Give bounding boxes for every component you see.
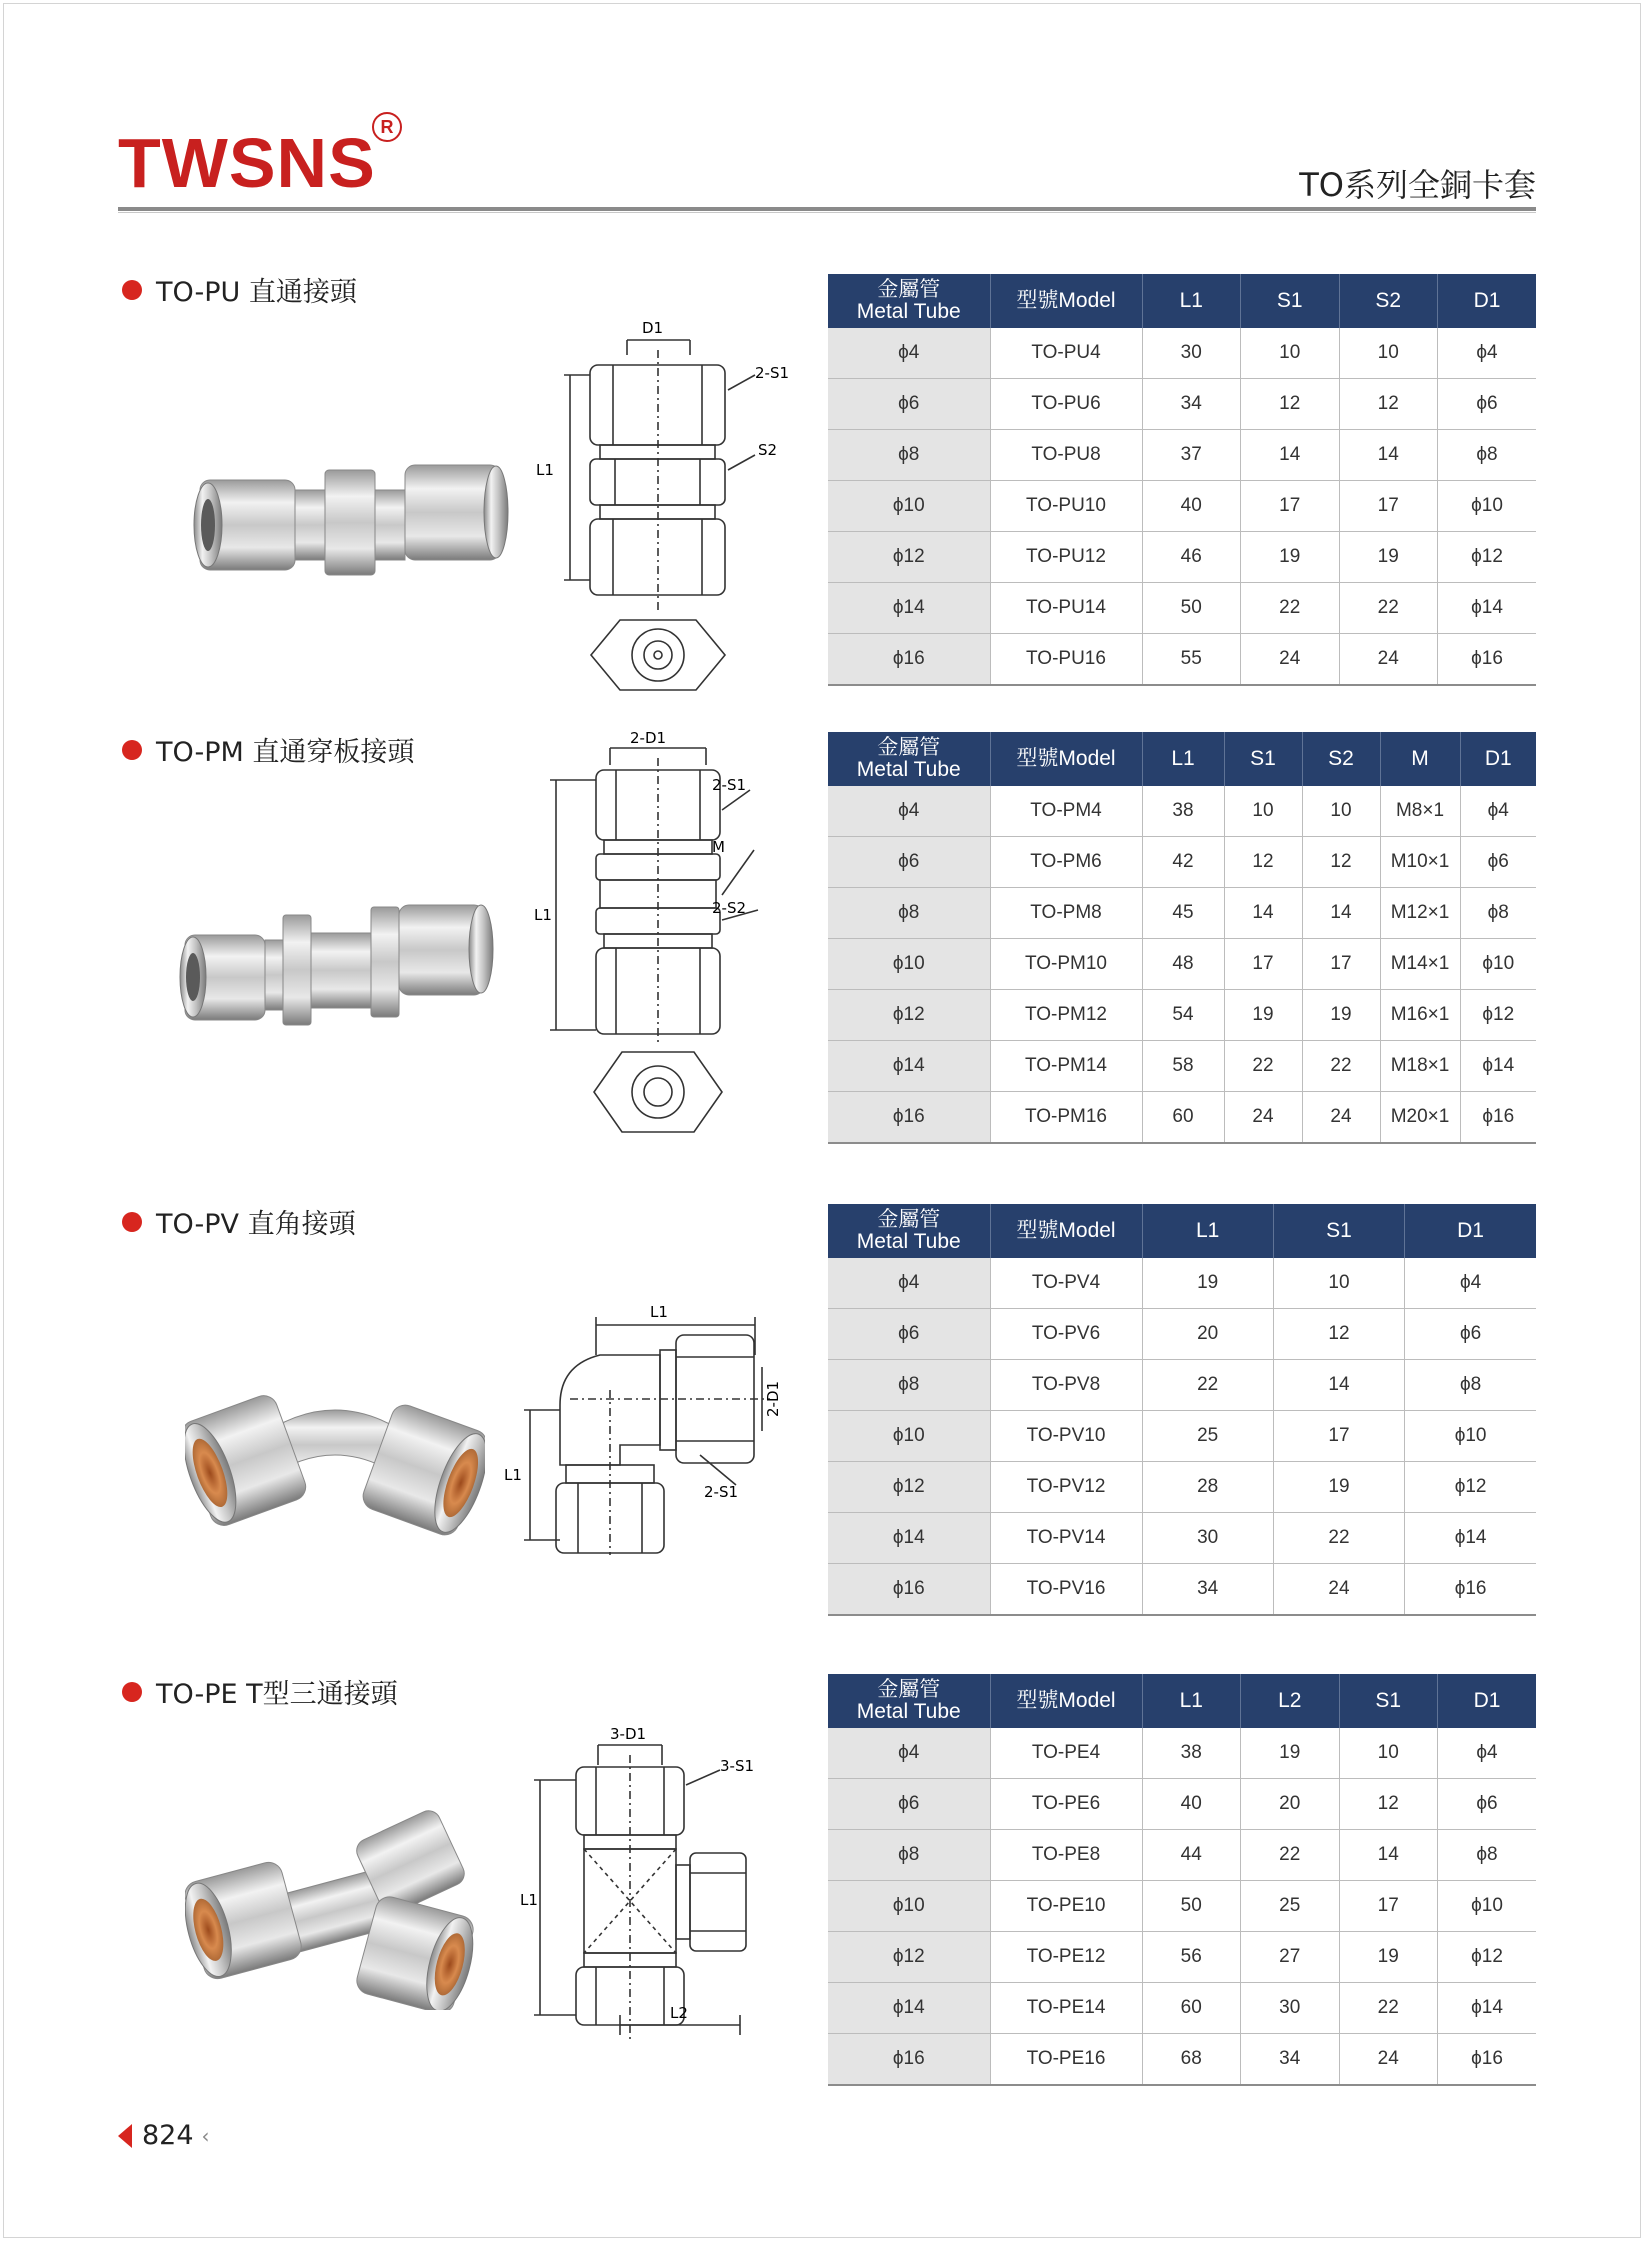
drawing-label: D1: [642, 319, 664, 337]
table-cell: TO-PV8: [990, 1360, 1142, 1411]
table-cell: 22: [1273, 1513, 1404, 1564]
table-row: [828, 786, 1536, 837]
table-cell: 19: [1273, 1462, 1404, 1513]
table-cell: 27: [1241, 1932, 1340, 1983]
table-cell: ϕ14: [828, 1983, 990, 2034]
header-col: D1: [1438, 1674, 1537, 1728]
table-cell: 19: [1339, 1932, 1438, 1983]
table-cell: ϕ10: [828, 481, 990, 532]
table-cell: M10×1: [1380, 837, 1460, 888]
header-col: L1: [1142, 1204, 1273, 1258]
page-number-text: 824: [142, 2120, 194, 2151]
table-cell: 40: [1142, 481, 1241, 532]
table-cell: ϕ8: [1460, 888, 1536, 939]
table-cell: ϕ12: [1438, 532, 1537, 583]
table-cell: ϕ4: [828, 328, 990, 379]
header-divider: [118, 207, 1536, 211]
table-cell: 19: [1302, 990, 1380, 1041]
drawing-label: 2-S1: [704, 1483, 739, 1501]
table-cell: ϕ10: [1460, 939, 1536, 990]
header-col: S1: [1273, 1204, 1404, 1258]
table-cell: TO-PE16: [990, 2034, 1142, 2086]
table-row: [828, 430, 1536, 481]
table-cell: ϕ16: [1438, 634, 1537, 686]
table-cell: TO-PM12: [990, 990, 1142, 1041]
table-cell: ϕ4: [1438, 328, 1537, 379]
table-cell: ϕ16: [1405, 1564, 1536, 1616]
section-title-to-pm: [122, 730, 414, 769]
table-cell: 17: [1339, 481, 1438, 532]
table-cell: ϕ12: [828, 990, 990, 1041]
drawing-label: 2-S2: [712, 899, 747, 917]
table-cell: 22: [1302, 1041, 1380, 1092]
red-dot-icon: [122, 1212, 142, 1232]
table-row: [828, 1983, 1536, 2034]
table-cell: TO-PM6: [990, 837, 1142, 888]
drawing-label: 2-S1: [712, 776, 747, 794]
table-cell: 30: [1241, 1983, 1340, 2034]
table-cell: 17: [1241, 481, 1340, 532]
section-title-text: TO-PE T型三通接頭: [156, 1679, 398, 1710]
table-cell: 10: [1302, 786, 1380, 837]
header-col: L1: [1142, 1674, 1241, 1728]
table-cell: 28: [1142, 1462, 1273, 1513]
table-cell: ϕ16: [828, 1092, 990, 1144]
table-cell: 22: [1142, 1360, 1273, 1411]
table-cell: 30: [1142, 328, 1241, 379]
table-cell: 68: [1142, 2034, 1241, 2086]
table-row: [828, 532, 1536, 583]
table-row: [828, 1360, 1536, 1411]
table-cell: ϕ8: [828, 1830, 990, 1881]
table-cell: ϕ14: [1460, 1041, 1536, 1092]
brand-logo: TWSNS: [118, 124, 376, 202]
table-cell: 24: [1273, 1564, 1404, 1616]
table-cell: ϕ14: [1438, 583, 1537, 634]
section-title-to-pe: [122, 1672, 398, 1711]
drawing-label: 2-D1: [764, 1380, 782, 1417]
table-cell: 19: [1224, 990, 1302, 1041]
registered-mark-icon: R: [372, 112, 402, 142]
table-cell: 42: [1142, 837, 1224, 888]
table-cell: 17: [1224, 939, 1302, 990]
table-cell: 12: [1273, 1309, 1404, 1360]
section-title-to-pv: [122, 1202, 356, 1241]
table-cell: 25: [1142, 1411, 1273, 1462]
table-cell: 24: [1302, 1092, 1380, 1144]
table-cell: 25: [1241, 1881, 1340, 1932]
table-cell: ϕ10: [1405, 1411, 1536, 1462]
table-cell: TO-PU6: [990, 379, 1142, 430]
table-cell: 46: [1142, 532, 1241, 583]
technical-drawing-to-pe: [520, 1725, 790, 2055]
section-title-text: TO-PU 直通接頭: [156, 277, 357, 308]
table-cell: 14: [1339, 430, 1438, 481]
table-cell: 22: [1224, 1041, 1302, 1092]
table-cell: TO-PU14: [990, 583, 1142, 634]
table-cell: 22: [1241, 1830, 1340, 1881]
table-row: [828, 379, 1536, 430]
table-cell: ϕ12: [828, 532, 990, 583]
header-col: S2: [1302, 732, 1380, 786]
table-cell: 10: [1339, 1728, 1438, 1779]
table-cell: 12: [1339, 1779, 1438, 1830]
table-cell: 30: [1142, 1513, 1273, 1564]
table-row: [828, 583, 1536, 634]
table-cell: ϕ14: [828, 583, 990, 634]
table-cell: ϕ12: [1405, 1462, 1536, 1513]
technical-drawing-to-pu: [530, 310, 800, 710]
table-row: [828, 1881, 1536, 1932]
spec-table-to-pu: [828, 274, 1536, 686]
table-cell: 10: [1241, 328, 1340, 379]
drawing-label: L2: [670, 2004, 688, 2022]
table-cell: TO-PM4: [990, 786, 1142, 837]
table-cell: ϕ4: [828, 1728, 990, 1779]
table-cell: ϕ8: [1438, 430, 1537, 481]
table-cell: ϕ6: [828, 1779, 990, 1830]
page-number: [118, 2120, 210, 2151]
table-row: [828, 634, 1536, 686]
red-dot-icon: [122, 1682, 142, 1702]
table-cell: 44: [1142, 1830, 1241, 1881]
table-cell: 14: [1241, 430, 1340, 481]
table-cell: ϕ12: [828, 1932, 990, 1983]
table-cell: ϕ12: [1438, 1932, 1537, 1983]
section-title-text: TO-PV 直角接頭: [156, 1209, 356, 1240]
header-metal-tube: 金屬管 Metal Tube: [828, 732, 990, 786]
table-cell: TO-PV6: [990, 1309, 1142, 1360]
table-cell: ϕ6: [1438, 379, 1537, 430]
table-cell: TO-PV16: [990, 1564, 1142, 1616]
table-cell: TO-PM16: [990, 1092, 1142, 1144]
table-cell: 17: [1302, 939, 1380, 990]
table-row: [828, 939, 1536, 990]
table-cell: ϕ16: [828, 634, 990, 686]
table-cell: TO-PV4: [990, 1258, 1142, 1309]
table-cell: TO-PM14: [990, 1041, 1142, 1092]
table-cell: 14: [1273, 1360, 1404, 1411]
table-cell: 22: [1339, 583, 1438, 634]
section-title-to-pu: [122, 270, 357, 309]
table-cell: 50: [1142, 1881, 1241, 1932]
table-cell: ϕ8: [828, 1360, 990, 1411]
table-cell: 38: [1142, 786, 1224, 837]
table-cell: 50: [1142, 583, 1241, 634]
table-cell: 19: [1241, 1728, 1340, 1779]
header-model: 型號Model: [990, 1204, 1142, 1258]
table-row: [828, 1092, 1536, 1144]
table-cell: 10: [1224, 786, 1302, 837]
table-cell: TO-PV10: [990, 1411, 1142, 1462]
page-title: TO系列全銅卡套: [1299, 166, 1536, 204]
table-cell: ϕ14: [828, 1513, 990, 1564]
table-row: [828, 1309, 1536, 1360]
table-cell: TO-PE8: [990, 1830, 1142, 1881]
table-cell: 45: [1142, 888, 1224, 939]
table-row: [828, 888, 1536, 939]
table-cell: ϕ12: [1460, 990, 1536, 1041]
spec-table-to-pv: [828, 1204, 1536, 1616]
table-cell: 37: [1142, 430, 1241, 481]
table-cell: ϕ4: [1405, 1258, 1536, 1309]
table-cell: M14×1: [1380, 939, 1460, 990]
table-cell: ϕ6: [1405, 1309, 1536, 1360]
table-cell: ϕ14: [1405, 1513, 1536, 1564]
drawing-label: 3-S1: [720, 1757, 755, 1775]
table-cell: ϕ14: [828, 1041, 990, 1092]
table-cell: M8×1: [1380, 786, 1460, 837]
table-cell: ϕ16: [828, 1564, 990, 1616]
header-col: M: [1380, 732, 1460, 786]
table-row: [828, 328, 1536, 379]
table-row: [828, 990, 1536, 1041]
table-cell: ϕ12: [828, 1462, 990, 1513]
table-cell: 10: [1339, 328, 1438, 379]
table-cell: 60: [1142, 1983, 1241, 2034]
table-cell: TO-PU12: [990, 532, 1142, 583]
table-cell: 10: [1273, 1258, 1404, 1309]
table-cell: 34: [1142, 1564, 1273, 1616]
table-cell: ϕ6: [1460, 837, 1536, 888]
drawing-label: S2: [758, 441, 778, 459]
table-cell: 34: [1142, 379, 1241, 430]
table-cell: ϕ6: [1438, 1779, 1537, 1830]
table-cell: ϕ16: [1438, 2034, 1537, 2086]
table-cell: TO-PE4: [990, 1728, 1142, 1779]
drawing-label: L1: [650, 1303, 668, 1321]
table-cell: ϕ10: [1438, 481, 1537, 532]
table-cell: 22: [1241, 583, 1340, 634]
table-cell: 40: [1142, 1779, 1241, 1830]
table-cell: TO-PE14: [990, 1983, 1142, 2034]
table-cell: ϕ8: [1405, 1360, 1536, 1411]
table-cell: 56: [1142, 1932, 1241, 1983]
header-metal-tube: 金屬管 Metal Tube: [828, 1204, 990, 1258]
header-col: S1: [1339, 1674, 1438, 1728]
table-cell: 17: [1339, 1881, 1438, 1932]
table-cell: 20: [1142, 1309, 1273, 1360]
table-cell: 19: [1142, 1258, 1273, 1309]
drawing-label: L1: [520, 1891, 538, 1909]
table-row: [828, 1779, 1536, 1830]
table-cell: 14: [1339, 1830, 1438, 1881]
table-cell: ϕ8: [828, 888, 990, 939]
table-cell: ϕ10: [828, 1411, 990, 1462]
table-row: [828, 837, 1536, 888]
table-cell: ϕ6: [828, 837, 990, 888]
drawing-label: 3-D1: [610, 1725, 647, 1743]
table-cell: 48: [1142, 939, 1224, 990]
table-row: [828, 2034, 1536, 2086]
product-photo-to-pv: [185, 1370, 485, 1540]
table-cell: 14: [1224, 888, 1302, 939]
table-cell: ϕ4: [828, 1258, 990, 1309]
technical-drawing-to-pm: [530, 730, 800, 1145]
spec-table-to-pe: [828, 1674, 1536, 2086]
table-cell: ϕ16: [828, 2034, 990, 2086]
header-col: D1: [1460, 732, 1536, 786]
table-cell: 12: [1339, 379, 1438, 430]
chevron-left-icon: [118, 2124, 132, 2148]
table-cell: TO-PE10: [990, 1881, 1142, 1932]
table-cell: 24: [1339, 2034, 1438, 2086]
table-cell: 24: [1339, 634, 1438, 686]
table-cell: 12: [1302, 837, 1380, 888]
table-cell: 58: [1142, 1041, 1224, 1092]
table-row: [828, 1411, 1536, 1462]
table-row: [828, 1830, 1536, 1881]
table-cell: 12: [1224, 837, 1302, 888]
table-cell: ϕ16: [1460, 1092, 1536, 1144]
table-row: [828, 1564, 1536, 1616]
table-row: [828, 1462, 1536, 1513]
drawing-label: L1: [534, 906, 552, 924]
product-photo-to-pe: [185, 1810, 475, 2010]
table-cell: TO-PV12: [990, 1462, 1142, 1513]
header-model: 型號Model: [990, 732, 1142, 786]
table-cell: ϕ4: [1438, 1728, 1537, 1779]
table-cell: TO-PV14: [990, 1513, 1142, 1564]
header-model: 型號Model: [990, 274, 1142, 328]
table-cell: 20: [1241, 1779, 1340, 1830]
table-cell: M16×1: [1380, 990, 1460, 1041]
table-row: [828, 481, 1536, 532]
table-cell: TO-PU10: [990, 481, 1142, 532]
product-photo-to-pm: [165, 885, 495, 1035]
table-cell: ϕ10: [828, 1881, 990, 1932]
drawing-label: 2-S1: [755, 364, 790, 382]
table-cell: TO-PM10: [990, 939, 1142, 990]
table-cell: TO-PE6: [990, 1779, 1142, 1830]
table-cell: ϕ8: [828, 430, 990, 481]
table-cell: 54: [1142, 990, 1224, 1041]
table-cell: TO-PM8: [990, 888, 1142, 939]
header-col: D1: [1405, 1204, 1536, 1258]
table-cell: ϕ4: [1460, 786, 1536, 837]
table-cell: 38: [1142, 1728, 1241, 1779]
table-cell: 34: [1241, 2034, 1340, 2086]
drawing-label: 2-D1: [630, 730, 667, 747]
table-cell: 22: [1339, 1983, 1438, 2034]
header-col: S1: [1224, 732, 1302, 786]
header-col: L2: [1241, 1674, 1340, 1728]
header-col: L1: [1142, 274, 1241, 328]
header-model: 型號Model: [990, 1674, 1142, 1728]
product-photo-to-pu: [180, 440, 510, 590]
header-col: L1: [1142, 732, 1224, 786]
spec-table-to-pm: [828, 732, 1536, 1144]
table-cell: 24: [1241, 634, 1340, 686]
table-cell: TO-PU4: [990, 328, 1142, 379]
table-cell: M20×1: [1380, 1092, 1460, 1144]
table-cell: ϕ14: [1438, 1983, 1537, 2034]
table-cell: M18×1: [1380, 1041, 1460, 1092]
table-cell: M12×1: [1380, 888, 1460, 939]
red-dot-icon: [122, 740, 142, 760]
table-cell: ϕ6: [828, 1309, 990, 1360]
header-col: S2: [1339, 274, 1438, 328]
table-cell: TO-PU16: [990, 634, 1142, 686]
table-row: [828, 1513, 1536, 1564]
red-dot-icon: [122, 280, 142, 300]
table-cell: 14: [1302, 888, 1380, 939]
table-cell: ϕ8: [1438, 1830, 1537, 1881]
table-cell: 19: [1339, 532, 1438, 583]
table-row: [828, 1932, 1536, 1983]
table-cell: 60: [1142, 1092, 1224, 1144]
table-row: [828, 1041, 1536, 1092]
header-divider-thin: [118, 212, 1536, 213]
section-title-text: TO-PM 直通穿板接頭: [156, 737, 415, 768]
technical-drawing-to-pv: [500, 1295, 790, 1555]
table-cell: ϕ4: [828, 786, 990, 837]
table-cell: 19: [1241, 532, 1340, 583]
table-cell: 12: [1241, 379, 1340, 430]
header-col: D1: [1438, 274, 1537, 328]
table-cell: ϕ10: [828, 939, 990, 990]
table-cell: 17: [1273, 1411, 1404, 1462]
drawing-label: L1: [536, 461, 554, 479]
drawing-label: L1: [504, 1466, 522, 1484]
drawing-label: M: [712, 838, 725, 856]
header-metal-tube: 金屬管 Metal Tube: [828, 274, 990, 328]
header-metal-tube: 金屬管 Metal Tube: [828, 1674, 990, 1728]
chevron-left-small-icon: ‹: [201, 2123, 210, 2148]
table-cell: ϕ10: [1438, 1881, 1537, 1932]
table-row: [828, 1728, 1536, 1779]
table-row: [828, 1258, 1536, 1309]
header-col: S1: [1241, 274, 1340, 328]
table-cell: TO-PU8: [990, 430, 1142, 481]
table-cell: 55: [1142, 634, 1241, 686]
table-cell: ϕ6: [828, 379, 990, 430]
table-cell: 24: [1224, 1092, 1302, 1144]
table-cell: TO-PE12: [990, 1932, 1142, 1983]
